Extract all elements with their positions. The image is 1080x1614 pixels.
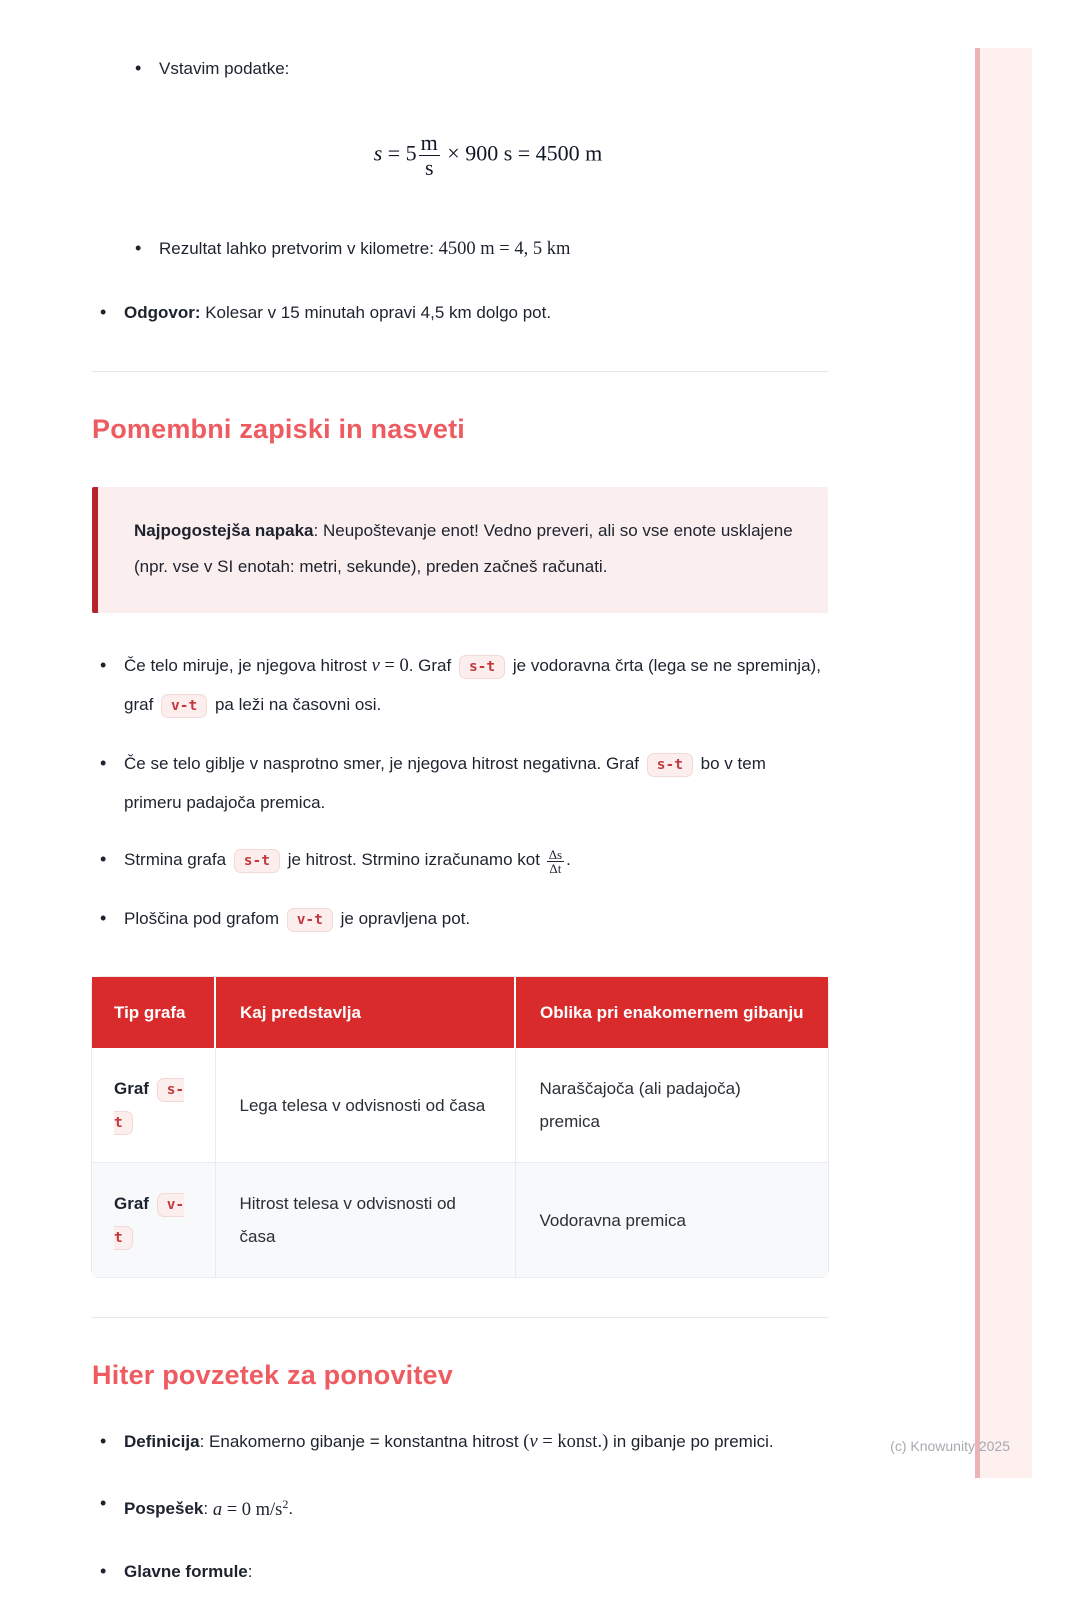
cell-graf-st (92, 1048, 215, 1163)
formula-fraction (419, 131, 440, 180)
graf-label: Graf (114, 1194, 154, 1214)
math-rest: = konst.) (537, 1432, 609, 1453)
callout-text: : Neupoštevanje enot! Vedno preveri, ali so vse enote usklajene (npr. vse v SI enotah: metri, sekunde), preden začneš računati. (134, 521, 793, 577)
math-var: v (371, 656, 380, 677)
cell-oblika: Naraščajoča (ali padajoča) premica (515, 1048, 828, 1163)
warning-callout (92, 487, 828, 613)
answer-label: Odgovor: (124, 303, 201, 323)
list-item (92, 294, 828, 331)
list-item (92, 647, 828, 725)
list-item (92, 841, 828, 880)
note-text: pa leži na časovni osi. (210, 695, 382, 715)
code-chip-st: s-t (459, 655, 505, 679)
fraction-denominator: s (419, 155, 440, 180)
note-text: bo v tem primeru padajoča premica. (124, 754, 766, 813)
cell-oblika: Vodoravna premica (515, 1163, 828, 1278)
solution-answer-list (92, 294, 828, 331)
note-text: je vodoravna črta (lega se ne spreminja), graf (124, 656, 821, 715)
graf-label: Graf (114, 1079, 154, 1099)
cell-kaj: Hitrost telesa v odvisnosti od časa (215, 1163, 515, 1278)
column-header-tip-grafa: Tip grafa (92, 977, 215, 1048)
fraction-numerator: m (420, 130, 438, 155)
summary-label: Definicija (124, 1432, 200, 1452)
summary-label: Pospešek (124, 1499, 204, 1519)
list-item (92, 1553, 828, 1590)
margin-highlight-stripe (980, 48, 1032, 1478)
table-row (92, 1163, 828, 1278)
graph-types-table (92, 977, 828, 1277)
table-header-row (92, 977, 828, 1048)
math-superscript: 2 (282, 1496, 289, 1511)
solution-substeps (127, 50, 828, 87)
solution-substeps-2 (127, 230, 828, 268)
summary-text: : Enakomerno gibanje = konstantna hitrost (199, 1432, 524, 1452)
note-text: Če telo miruje, je njegova hitrost (124, 656, 372, 676)
delta-fraction (547, 848, 564, 876)
note-text: je hitrost. Strmino izračunamo kot (282, 850, 545, 870)
summary-text: : (247, 1561, 253, 1581)
convert-math: 4500 m = 4, 5 km (438, 239, 571, 260)
math-rest: = 0 (379, 656, 409, 677)
column-header-kaj-predstavlja: Kaj predstavlja (215, 977, 515, 1048)
math-rest: = 0 m/s (222, 1499, 283, 1520)
summary-section-heading: Hiter povzetek za ponovitev (92, 1360, 453, 1391)
math-var: v (529, 1432, 538, 1453)
code-chip-st: s-t (234, 849, 280, 873)
callout-bold: Najpogostejša napaka (134, 521, 314, 541)
formula-eq: = 5 (382, 140, 417, 166)
summary-text: . (288, 1499, 294, 1519)
copyright-notice: (c) Knowunity 2025 (890, 1438, 1010, 1454)
fraction-numerator: Δs (548, 846, 563, 862)
notes-bullet-list (92, 647, 828, 939)
code-chip-st: s-t (647, 753, 693, 777)
note-text: Strmina grafa (124, 850, 231, 870)
note-text: Če se telo giblje v nasprotno smer, je njegova hitrost negativna. Graf (124, 754, 644, 774)
section-divider (92, 371, 828, 372)
code-chip-vt: v-t (114, 1193, 184, 1250)
list-item (92, 1485, 828, 1528)
list-item (127, 50, 828, 87)
notes-section-heading: Pomembni zapiski in nasveti (92, 414, 466, 445)
summary-bullet-list (92, 1423, 828, 1589)
math-paren: ( (523, 1432, 530, 1453)
list-item (92, 745, 828, 821)
formula-tail: × 900 s = 4500 m (441, 140, 603, 166)
formula-distance (148, 131, 828, 180)
code-chip-vt: v-t (287, 908, 333, 932)
formula-variable: s (373, 140, 383, 166)
note-text: je opravljena pot. (335, 909, 471, 929)
math-var: a (212, 1499, 223, 1520)
summary-text: : (203, 1499, 213, 1519)
list-item (92, 900, 828, 939)
summary-text: in gibanje po premici. (608, 1432, 774, 1452)
summary-label: Glavne formule (124, 1561, 248, 1581)
answer-text: Kolesar v 15 minutah opravi 4,5 km dolgo pot. (200, 303, 552, 323)
table-row (92, 1048, 828, 1163)
code-chip-st: s-t (114, 1078, 184, 1135)
note-text: . (566, 850, 571, 870)
cell-graf-vt (92, 1163, 215, 1278)
column-header-oblika: Oblika pri enakomernem gibanju (515, 977, 828, 1048)
list-item (92, 1423, 828, 1461)
margin-highlight-edge (975, 48, 980, 1478)
note-text: Ploščina pod grafom (124, 909, 284, 929)
list-item (127, 230, 828, 268)
step-insert-text: Vstavim podatke: (159, 59, 290, 78)
section-divider (92, 1317, 828, 1318)
code-chip-vt: v-t (161, 694, 207, 718)
note-text: . Graf (408, 656, 456, 676)
cell-kaj: Lega telesa v odvisnosti od časa (215, 1048, 515, 1163)
document-content (92, 0, 828, 1614)
convert-text: Rezultat lahko pretvorim v kilometre: (159, 239, 439, 259)
fraction-denominator: Δt (547, 861, 564, 876)
